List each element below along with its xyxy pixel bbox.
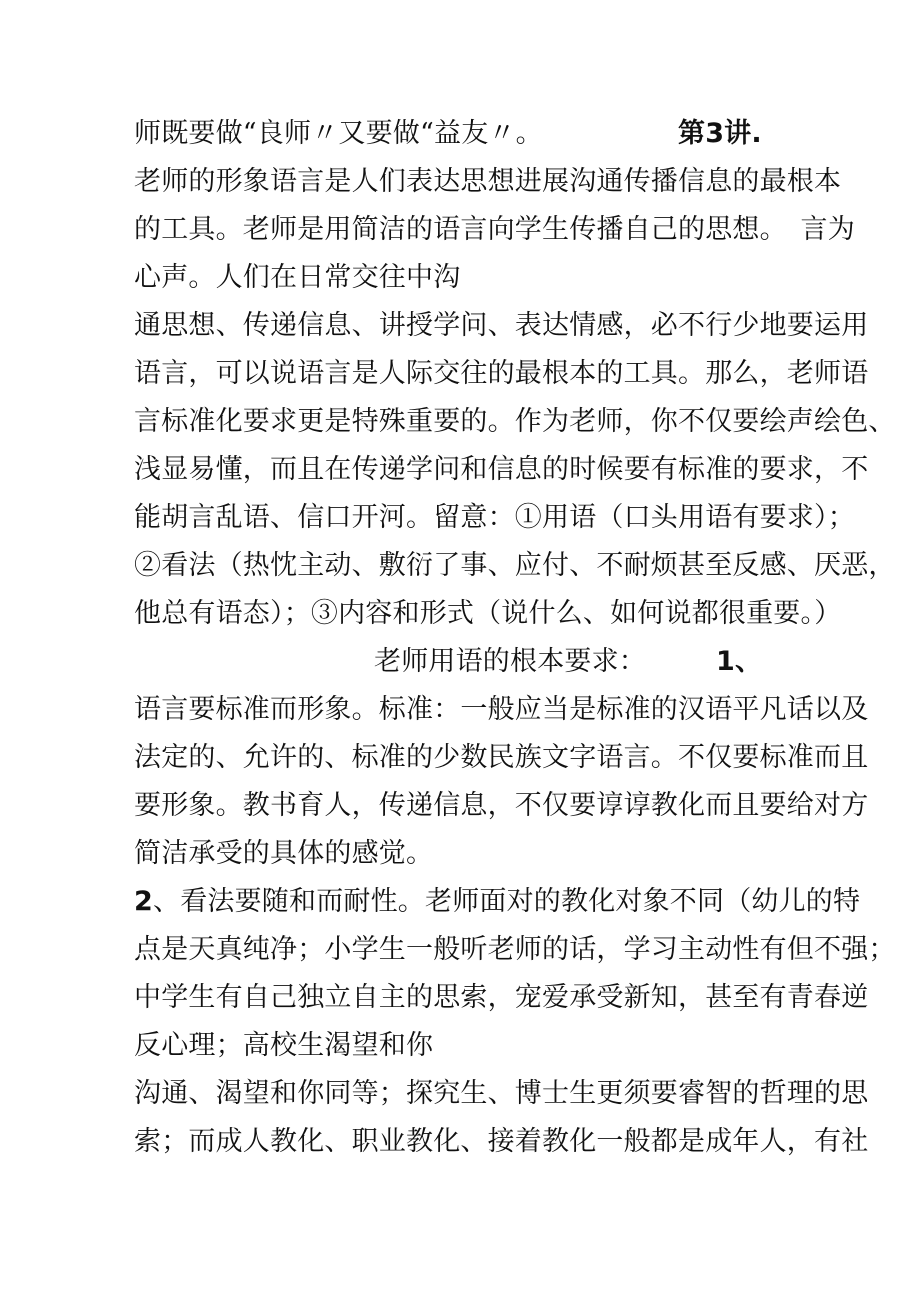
line-6-text: 语言，可以说语言是人际交往的最根本的工具。那么，老师语 bbox=[134, 358, 869, 389]
line-20-text: 反心理；高校生渴望和你 bbox=[134, 1030, 434, 1061]
lecture-heading: 第3讲. bbox=[678, 118, 762, 149]
line-10-text: ②看法（热忱主动、敷衍了事、应付、不耐烦甚至反感、厌恶， bbox=[134, 550, 896, 581]
text-line-17 bbox=[134, 880, 861, 924]
line-3-text: 的工具。老师是用简洁的语言向学生传播自己的思想。 言为 bbox=[134, 214, 855, 245]
text-line-5 bbox=[134, 304, 869, 348]
text-line-20 bbox=[134, 1024, 794, 1068]
text-line-10 bbox=[134, 544, 896, 588]
line-22-text: 索；而成人教化、职业教化、接着教化一般都是成年人，有社 bbox=[134, 1126, 869, 1157]
text-line-7 bbox=[134, 400, 896, 444]
text-line-8 bbox=[134, 448, 869, 492]
line-13-text: 语言要标准而形象。标准：一般应当是标准的汉语平凡话以及 bbox=[134, 694, 869, 725]
line-1-left: 师既要做“良师〃又要做“益友〃。 bbox=[134, 118, 543, 149]
text-line-4 bbox=[134, 256, 794, 300]
text-line-14 bbox=[134, 736, 869, 780]
line-14-text: 法定的、允许的、标准的少数民族文字语言。不仅要标准而且 bbox=[134, 742, 869, 773]
line-9-text: 能胡言乱语、信口开河。留意：①用语（口头用语有要求）； bbox=[134, 502, 855, 533]
text-line-9 bbox=[134, 496, 855, 540]
line-21-text: 沟通、渴望和你同等；探究生、博士生更须要睿智的哲理的思 bbox=[134, 1078, 869, 1109]
item-number-2: 2 bbox=[134, 886, 153, 917]
text-line-11 bbox=[134, 592, 842, 636]
line-2-text: 老师的形象语言是人们表达思想进展沟通传播信息的最根本 bbox=[134, 166, 842, 197]
text-line-1 bbox=[134, 112, 794, 156]
line-11-text: 他总有语态）；③内容和形式（说什么、如何说都很重要。） bbox=[134, 598, 842, 629]
text-line-13 bbox=[134, 688, 869, 732]
line-8-text: 浅显易懂，而且在传递学问和信息的时候要有标准的要求，不 bbox=[134, 454, 869, 485]
text-line-19 bbox=[134, 976, 869, 1020]
line-16-text: 简洁承受的具体的感觉。 bbox=[134, 838, 434, 869]
text-line-2 bbox=[134, 160, 842, 204]
text-line-3 bbox=[134, 208, 855, 252]
text-line-6 bbox=[134, 352, 869, 396]
text-line-15 bbox=[134, 784, 869, 828]
line-5-text: 通思想、传递信息、讲授学问、表达情感，必不行少地要运用 bbox=[134, 310, 869, 341]
text-line-21 bbox=[134, 1072, 869, 1116]
text-line-16 bbox=[134, 832, 794, 876]
line-4-text: 心声。人们在日常交往中沟 bbox=[134, 262, 461, 293]
line-18-text: 点是天真纯净；小学生一般听老师的话，学习主动性有但不强； bbox=[134, 934, 896, 965]
section-heading-line bbox=[374, 640, 794, 684]
line-19-text: 中学生有自己独立自主的思索，宠爱承受新知，甚至有青春逆 bbox=[134, 982, 869, 1013]
line-17-text: 、看法要随和而耐性。老师面对的教化对象不同（幼儿的特 bbox=[153, 886, 861, 917]
section-heading: 老师用语的根本要求： bbox=[374, 646, 646, 677]
line-7-text: 言标准化要求更是特殊重要的。作为老师，你不仅要绘声绘色、 bbox=[134, 406, 896, 437]
text-line-22 bbox=[134, 1120, 869, 1164]
text-line-18 bbox=[134, 928, 896, 972]
item-number-1: 1、 bbox=[716, 646, 763, 677]
line-15-text: 要形象。教书育人，传递信息，不仅要谆谆教化而且要给对方 bbox=[134, 790, 869, 821]
